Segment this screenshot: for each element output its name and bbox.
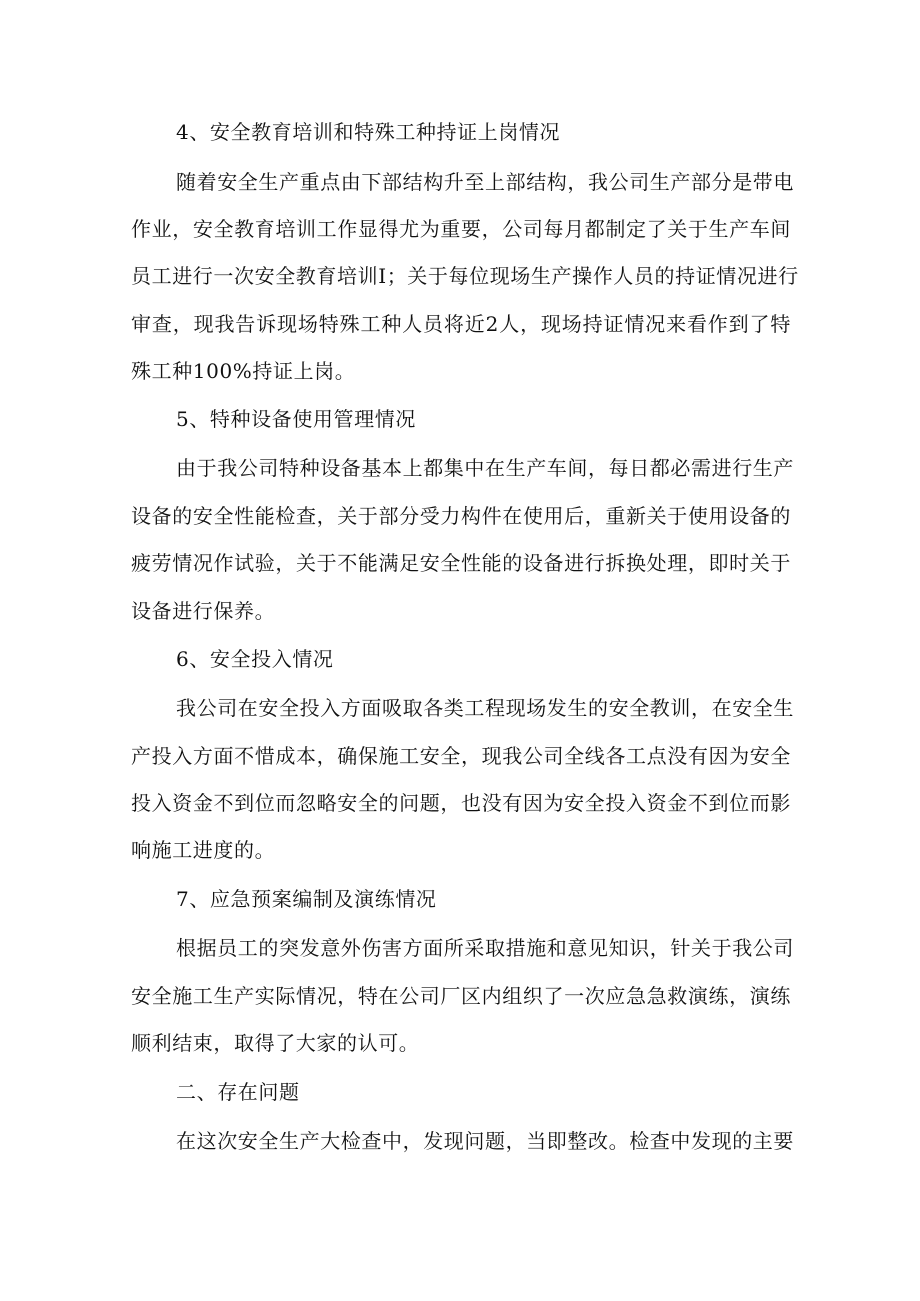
paragraph-line: 响施工进度的。 [131, 838, 276, 862]
paragraph-line: 设备进行保养。 [131, 599, 276, 623]
paragraph-line: 殊工种100%持证上岗。 [131, 359, 356, 383]
paragraph-line: 安全施工生产实际情况，特在公司厂区内组织了一次应急急救演练，演练 [131, 984, 791, 1008]
paragraph-line: 顺利结束，取得了大家的认可。 [131, 1031, 420, 1055]
section-heading: 4、安全教育培训和特殊工种持证上岗情况 [176, 120, 561, 144]
paragraph-line: 员工进行一次安全教育培训I；关于每位现场生产操作人员的持证情况进行 [131, 264, 799, 288]
paragraph-line: 产投入方面不惜成本，确保施工安全，现我公司全线各工点没有因为安全 [131, 744, 791, 768]
paragraph-line: 作业，安全教育培训工作显得尤为重要，公司每月都制定了关于生产车间 [131, 217, 791, 241]
paragraph-line: 设备的安全性能检查，关于部分受力构件在使用后，重新关于使用设备的 [131, 504, 791, 528]
section-heading: 7、应急预案编制及演练情况 [176, 887, 437, 911]
paragraph-line: 我公司在安全投入方面吸取各类工程现场发生的安全教训，在安全生 [176, 696, 794, 720]
paragraph-line: 根据员工的突发意外伤害方面所采取措施和意见知识，针关于我公司 [176, 936, 794, 960]
paragraph-line: 审查，现我告诉现场特殊工种人员将近2人，现场持证情况来看作到了特 [131, 312, 791, 336]
section-heading: 5、特种设备使用管理情况 [176, 407, 416, 431]
section-heading: 二、存在问题 [176, 1080, 300, 1104]
paragraph-line: 疲劳情况作试验，关于不能满足安全性能的设备进行拆换处理，即时关于 [131, 551, 791, 575]
paragraph-line: 由于我公司特种设备基本上都集中在生产车间，每日都必需进行生产 [176, 456, 794, 480]
paragraph-line: 在这次安全生产大检查中，发现问题，当即整改。检查中发现的主要 [176, 1129, 794, 1153]
paragraph-line: 随着安全生产重点由下部结构升至上部结构，我公司生产部分是带电 [176, 170, 794, 194]
section-heading: 6、安全投入情况 [176, 647, 334, 671]
paragraph-line: 投入资金不到位而忽略安全的问题，也没有因为安全投入资金不到位而影 [131, 791, 791, 815]
